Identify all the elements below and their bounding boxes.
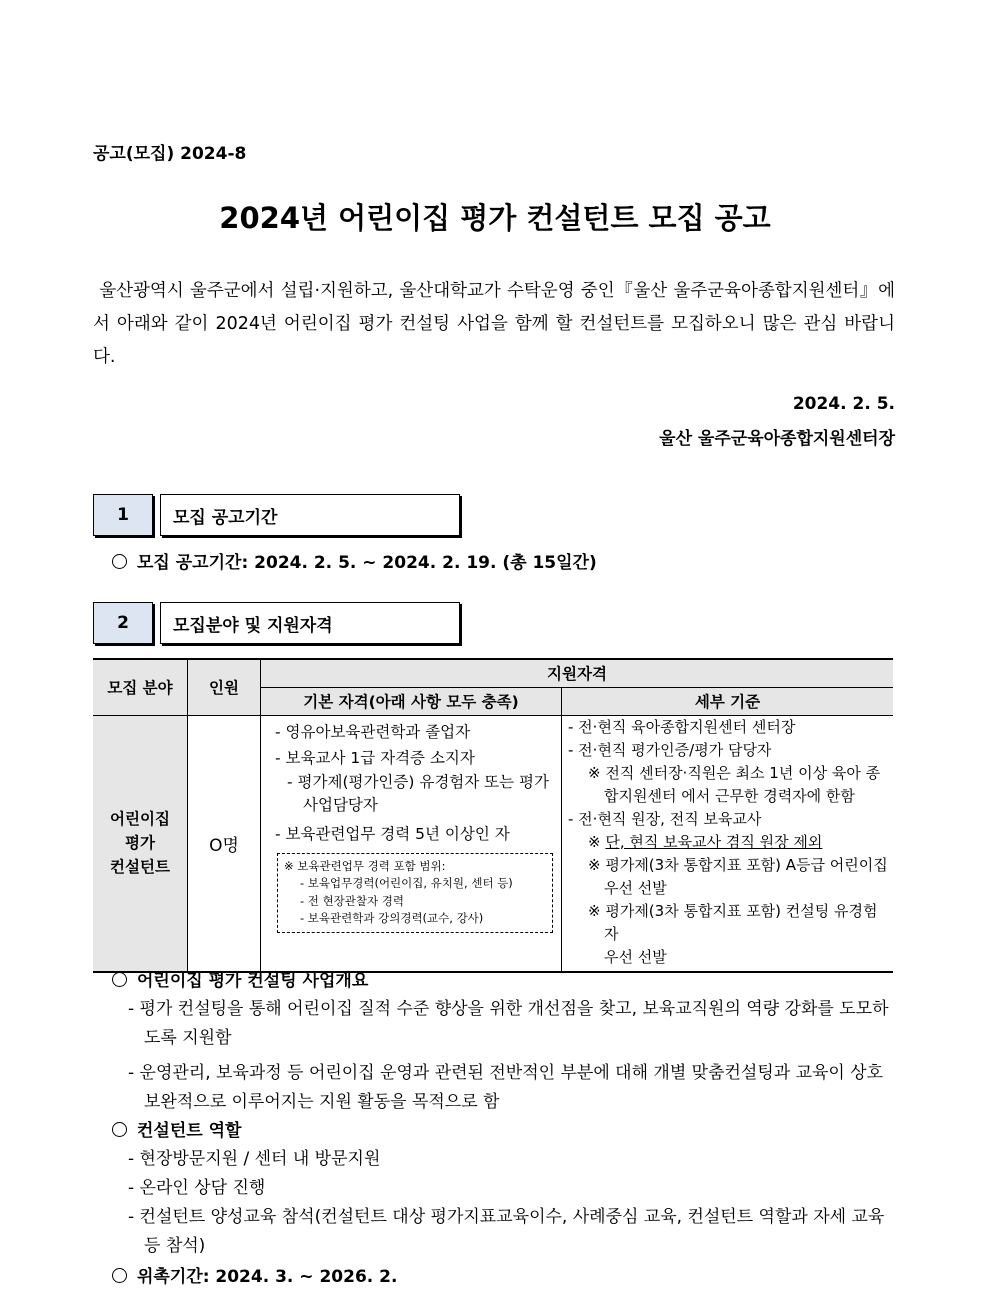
term-heading [112,1262,397,1287]
role-item: - 컨설턴트 양성교육 참석(컨설턴트 대상 평가지표교육이수, 사례중심 교육, 컨설턴트 역할과 자세 교육 등 참석) [128,1207,885,1256]
scope-title: ※ 보육관련업무 경력 포함 범위: [284,858,446,873]
field-line: 평가 [125,834,155,852]
detail-note: 우선 선발 [604,947,667,966]
role-item: - 현장방문지원 / 센터 내 방문지원 [128,1149,381,1169]
role-title: 컨설턴트 역할 [137,1121,242,1141]
section-1-number: 1 [93,494,153,536]
career-scope-box [277,853,553,933]
term-text: 위촉기간: 2024. 3. ~ 2026. 2. [137,1267,398,1287]
header-detail: 세부 기준 [562,687,894,715]
circle-bullet-icon [112,1122,127,1137]
field-cell [93,715,188,972]
section-1-title: 모집 공고기간 [160,494,460,536]
field-line: 컨설턴트 [110,858,170,876]
recruit-period [112,548,597,573]
qualification-table [93,658,893,973]
basic-item: - 보육교사 1급 자격증 소지자 [275,748,475,767]
scope-item: - 보육업무경력(어린이집, 유치원, 센터 등) [300,876,513,890]
field-line: 어린이집 [110,810,170,828]
overview-item: - 운영관리, 보육과정 등 어린이집 운영과 관련된 전반적인 부분에 대해 개별 맞춤컨설팅과 교육이 상호 보완적으로 이루어지는 지원 활동을 목적으로 함 [128,1063,884,1112]
intro-text: 울산광역시 울주군에서 설립·지원하고, 울산대학교가 수탁운영 중인『울산 울주군육아종합지원센터』에서 아래와 같이 2024년 어린이집 평가 컨설팅 사업을 함께 할 컨설턴트를 모집하오니 많은 관심 바랍니다. [93,281,895,367]
basic-cell [261,715,562,972]
scope-item: - 전 현장관찰자 경력 [300,893,404,908]
role-item: - 온라인 상담 진행 [128,1178,266,1198]
notice-number: 공고(모집) 2024-8 [93,144,247,164]
section-2-number: 2 [93,602,153,644]
header-basic: 기본 자격(아래 사항 모두 충족) [261,687,562,715]
detail-note [568,831,889,854]
circle-bullet-icon [112,972,127,987]
document-title: 2024년 어린이집 평가 컨설턴트 모집 공고 [219,201,771,235]
basic-item: - 영유아보육관련학과 졸업자 [275,722,471,741]
basic-item: - 보육관련업무 경력 5년 이상인 자 [275,824,510,843]
detail-item: - 전·현직 평가인증/평가 담당자 [568,740,772,759]
intro-paragraph [93,275,895,374]
count-cell: O명 [188,715,261,972]
detail-note: ※ 전직 센터장·직원은 최소 1년 이상 육아 종합지원센터 에서 근무한 경력자에 한함 [588,763,881,805]
detail-item: - 전·현직 원장, 전직 보육교사 [568,809,762,828]
note-mark: ※ [588,832,601,851]
section-2-title: 모집분야 및 지원자격 [160,602,460,644]
issuer: 울산 울주군육아종합지원센터장 [659,429,895,449]
role-list [128,1145,896,1261]
overview-item: - 평가 컨설팅을 통해 어린이집 질적 수준 향상을 위한 개선점을 찾고, 보육교직원의 역량 강화를 도모하도록 지원함 [128,999,889,1048]
recruit-period-text: 모집 공고기간: 2024. 2. 5. ~ 2024. 2. 19. (총 15일간) [137,553,597,573]
scope-item: - 보육관련학과 강의경력(교수, 강사) [300,911,484,925]
overview-heading [112,966,368,991]
detail-note: ※ 평가제(3차 통합지표 포함) A등급 어린이집 [588,855,888,874]
detail-cell [562,715,894,972]
role-heading [112,1116,241,1141]
detail-note: ※ 평가제(3차 통합지표 포함) 컨설팅 유경험자 [588,901,878,943]
header-qualification: 지원자격 [261,659,894,687]
basic-item: - 평가제(평가인증) 유경험자 또는 평가 사업담당자 [287,772,549,814]
circle-bullet-icon [112,1268,127,1283]
detail-item: - 전·현직 육아종합지원센터 센터장 [568,717,796,736]
overview-title: 어린이집 평가 컨설팅 사업개요 [137,971,369,991]
header-field: 모집 분야 [93,659,188,715]
note-underlined: 단, 현직 보육교사 겸직 원장 제외 [605,832,823,851]
notice-date: 2024. 2. 5. [792,394,895,414]
circle-bullet-icon [112,554,127,569]
detail-note: 우선 선발 [604,878,667,897]
overview-list [128,995,896,1117]
header-count: 인원 [188,659,261,715]
